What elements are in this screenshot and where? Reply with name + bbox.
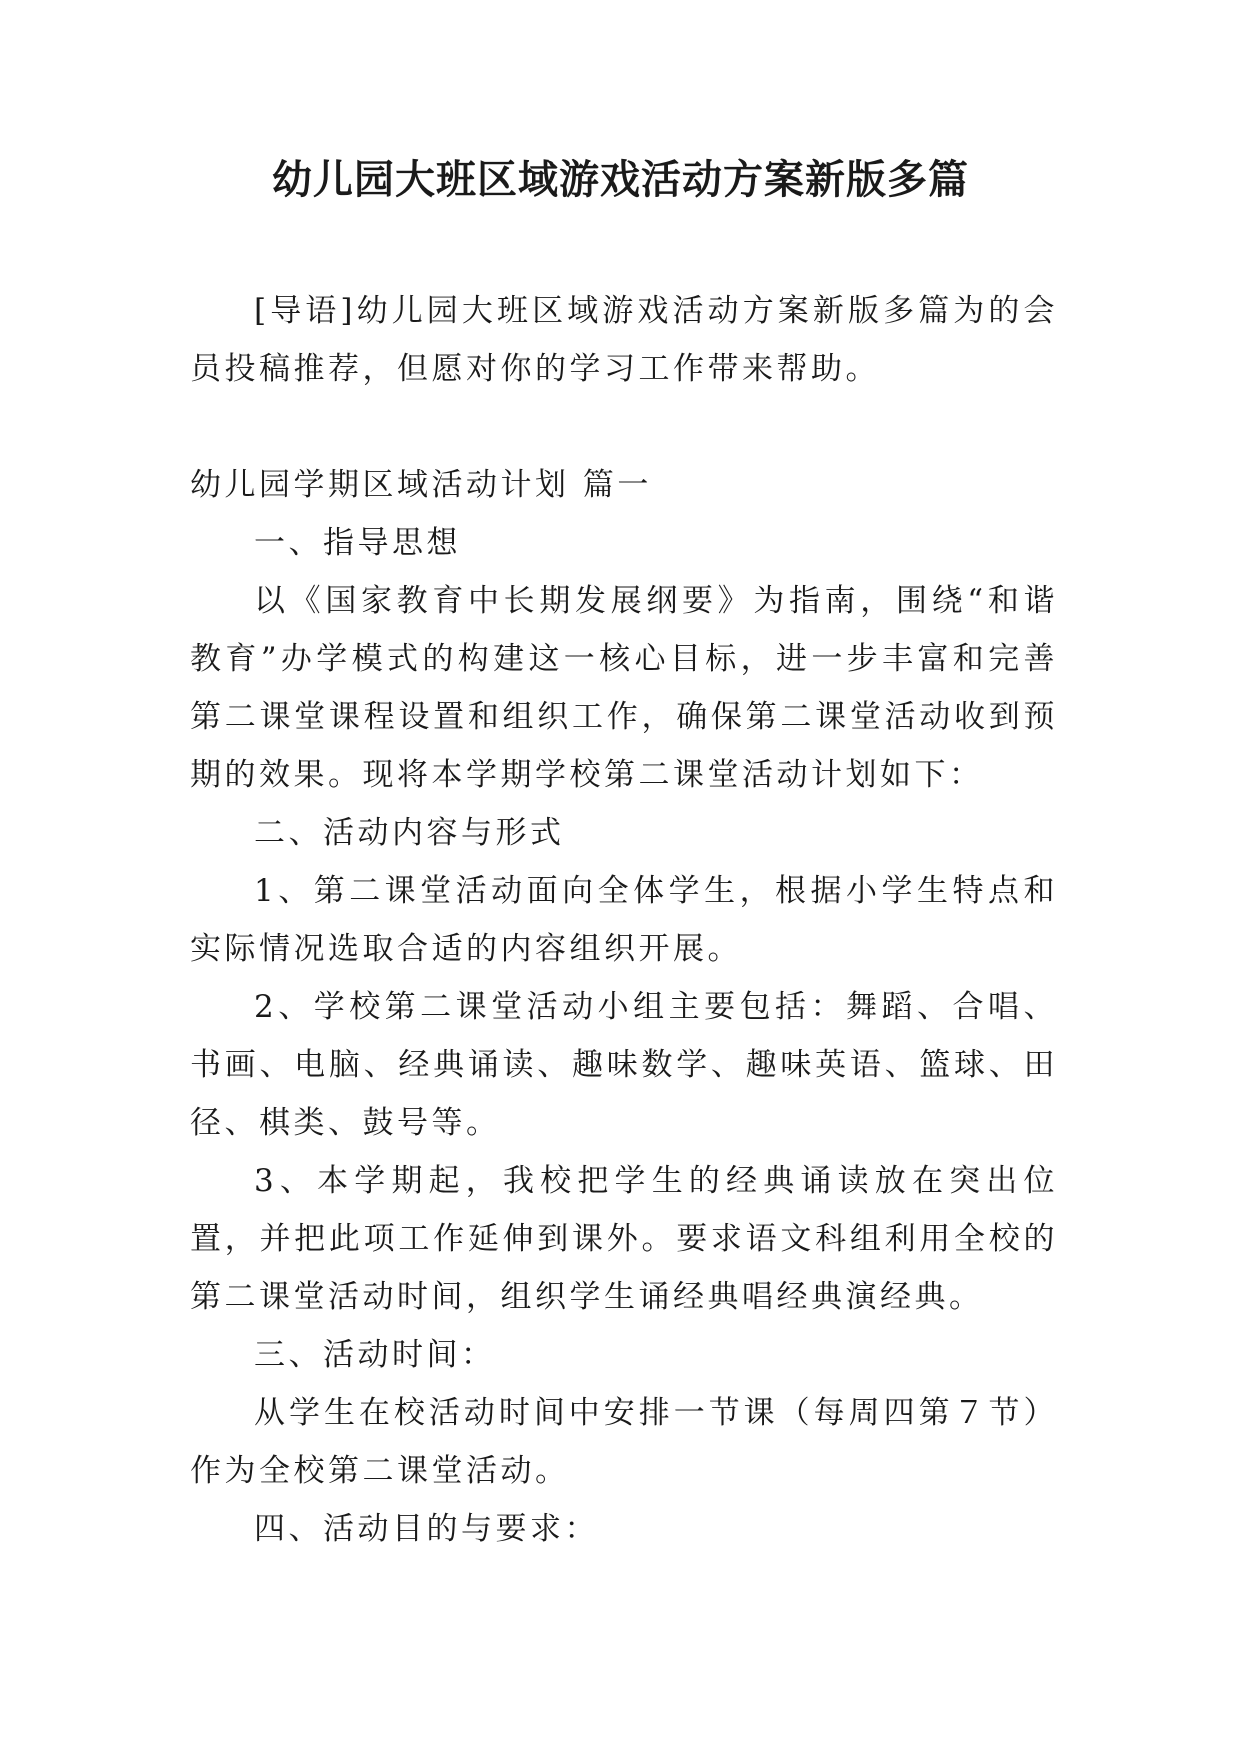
intro-paragraph: [导语]幼儿园大班区域游戏活动方案新版多篇为的会员投稿推荐，但愿对你的学习工作带来帮助。 bbox=[190, 293, 1058, 387]
paragraph-item-3: 3、本学期起，我校把学生的经典诵读放在突出位置，并把此项工作延伸到课外。要求语文科组利用全校的第二课堂活动时间，组织学生诵经典唱经典演经典。 bbox=[190, 1163, 1058, 1315]
document-title: 幼儿园大班区域游戏活动方案新版多篇 bbox=[272, 157, 969, 203]
paragraph-item-2: 2、学校第二课堂活动小组主要包括：舞蹈、合唱、书画、电脑、经典诵读、趣味数学、趣味英语、篮球、田径、棋类、鼓号等。 bbox=[190, 989, 1058, 1141]
paragraph-item-1: 1、第二课堂活动面向全体学生，根据小学生特点和实际情况选取合适的内容组织开展。 bbox=[190, 873, 1058, 967]
paragraph-content-heading: 二、活动内容与形式 bbox=[254, 815, 565, 851]
paragraph-time: 从学生在校活动时间中安排一节课（每周四第７节）作为全校第二课堂活动。 bbox=[190, 1395, 1058, 1489]
paragraph-goals-heading: 四、活动目的与要求： bbox=[254, 1511, 599, 1547]
document-body bbox=[190, 282, 1058, 1558]
paragraph-guiding-idea-heading: 一、指导思想 bbox=[254, 525, 461, 561]
paragraph-time-heading: 三、活动时间： bbox=[254, 1337, 496, 1373]
section-heading: 幼儿园学期区域活动计划 篇一 bbox=[190, 467, 652, 503]
paragraph-guiding-idea: 以《国家教育中长期发展纲要》为指南，围绕“和谐教育”办学模式的构建这一核心目标，进一步丰富和完善第二课堂课程设置和组织工作，确保第二课堂活动收到预期的效果。现将本学期学校第二课堂活动计划如下： bbox=[190, 583, 1058, 793]
